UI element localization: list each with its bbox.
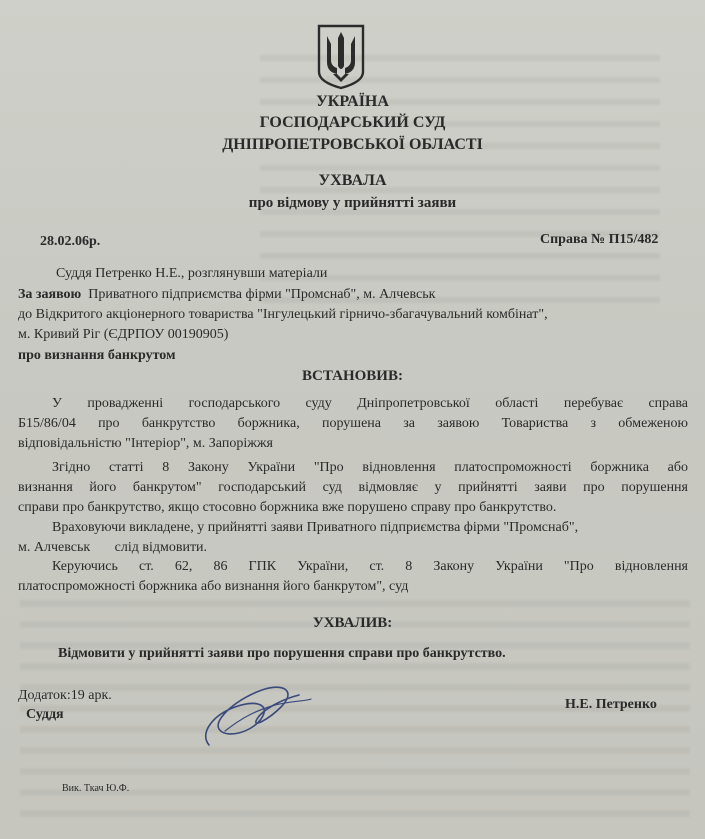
country-title: УКРАЇНА	[316, 93, 389, 110]
executor-note: Вик. Ткач Ю.Ф.	[62, 783, 130, 794]
paragraph-4-line-1: Керуючись ст. 62, 86 ГПК України, ст. 8 Закону України "Про відновлення	[52, 559, 688, 574]
established-heading: ВСТАНОВИВ:	[302, 368, 403, 384]
paragraph-2-line-1: Згідно статті 8 Закону України "Про відновлення платоспроможності боржника або	[52, 460, 688, 475]
paragraph-2-line-3: справи про банкрутство, якщо стосовно боржника вже порушено справу про банкрутство.	[18, 500, 557, 515]
intro-judge-line: Суддя Петренко Н.Е., розглянувши матеріали	[56, 266, 328, 281]
judge-name: Н.Е. Петренко	[565, 697, 657, 712]
bleed-through-texture-lower	[20, 600, 690, 830]
case-number: Справа № П15/482	[540, 232, 659, 247]
paragraph-3-line-2: м. Алчевськ слід відмовити.	[18, 540, 208, 555]
paragraph-4-line-2: платоспроможності боржника або визнання його банкрутом", суд	[18, 579, 409, 594]
trident-emblem-icon	[315, 22, 367, 90]
paragraph-1-line-1: У провадженні господарського суду Дніпропетровської області перебуває справа	[52, 396, 688, 411]
court-name-line1: ГОСПОДАРСЬКИЙ СУД	[259, 114, 446, 131]
applicant-text: Приватного підприємства фірми "Промснаб", м. Алчевськ	[88, 287, 436, 302]
document-type: УХВАЛА	[318, 172, 387, 189]
judge-label: Суддя	[26, 707, 64, 722]
paragraph-2-line-2: визнання його банкрутом" господарський суд відмовляє у прийнятті заяви про порушення	[18, 480, 688, 495]
attachment-note: Додаток:19 арк.	[18, 688, 112, 703]
intro-debtor-city-line: м. Кривий Ріг (ЄДРПОУ 00190905)	[18, 327, 229, 342]
intro-subject-line: про визнання банкрутом	[18, 348, 176, 363]
applicant-label: За заявою	[18, 287, 82, 302]
document-date: 28.02.06р.	[40, 234, 101, 249]
paragraph-1-line-2: Б15/86/04 про банкрутство боржника, порушена за заявою Товариства з обмеженою	[18, 416, 688, 431]
paragraph-1-line-3: відповідальністю "Інтеріор", м. Запоріжжя	[18, 436, 273, 451]
paragraph-3-line-1: Враховуючи викладене, у прийнятті заяви Приватного підприємства фірми "Промснаб",	[52, 520, 579, 535]
document-subtitle: про відмову у прийнятті заяви	[248, 195, 457, 211]
court-name-line2: ДНІПРОПЕТРОВСЬКОЇ ОБЛАСТІ	[222, 136, 483, 153]
decided-heading: УХВАЛИВ:	[312, 615, 393, 631]
handwritten-signature	[195, 675, 315, 755]
intro-applicant-line	[18, 287, 435, 303]
intro-debtor-line: до Відкритого акціонерного товариства "Інгулецький гірничо-збагачувальний комбінат",	[18, 307, 548, 322]
decision-text: Відмовити у прийнятті заяви про порушення справи про банкрутство.	[58, 646, 506, 661]
